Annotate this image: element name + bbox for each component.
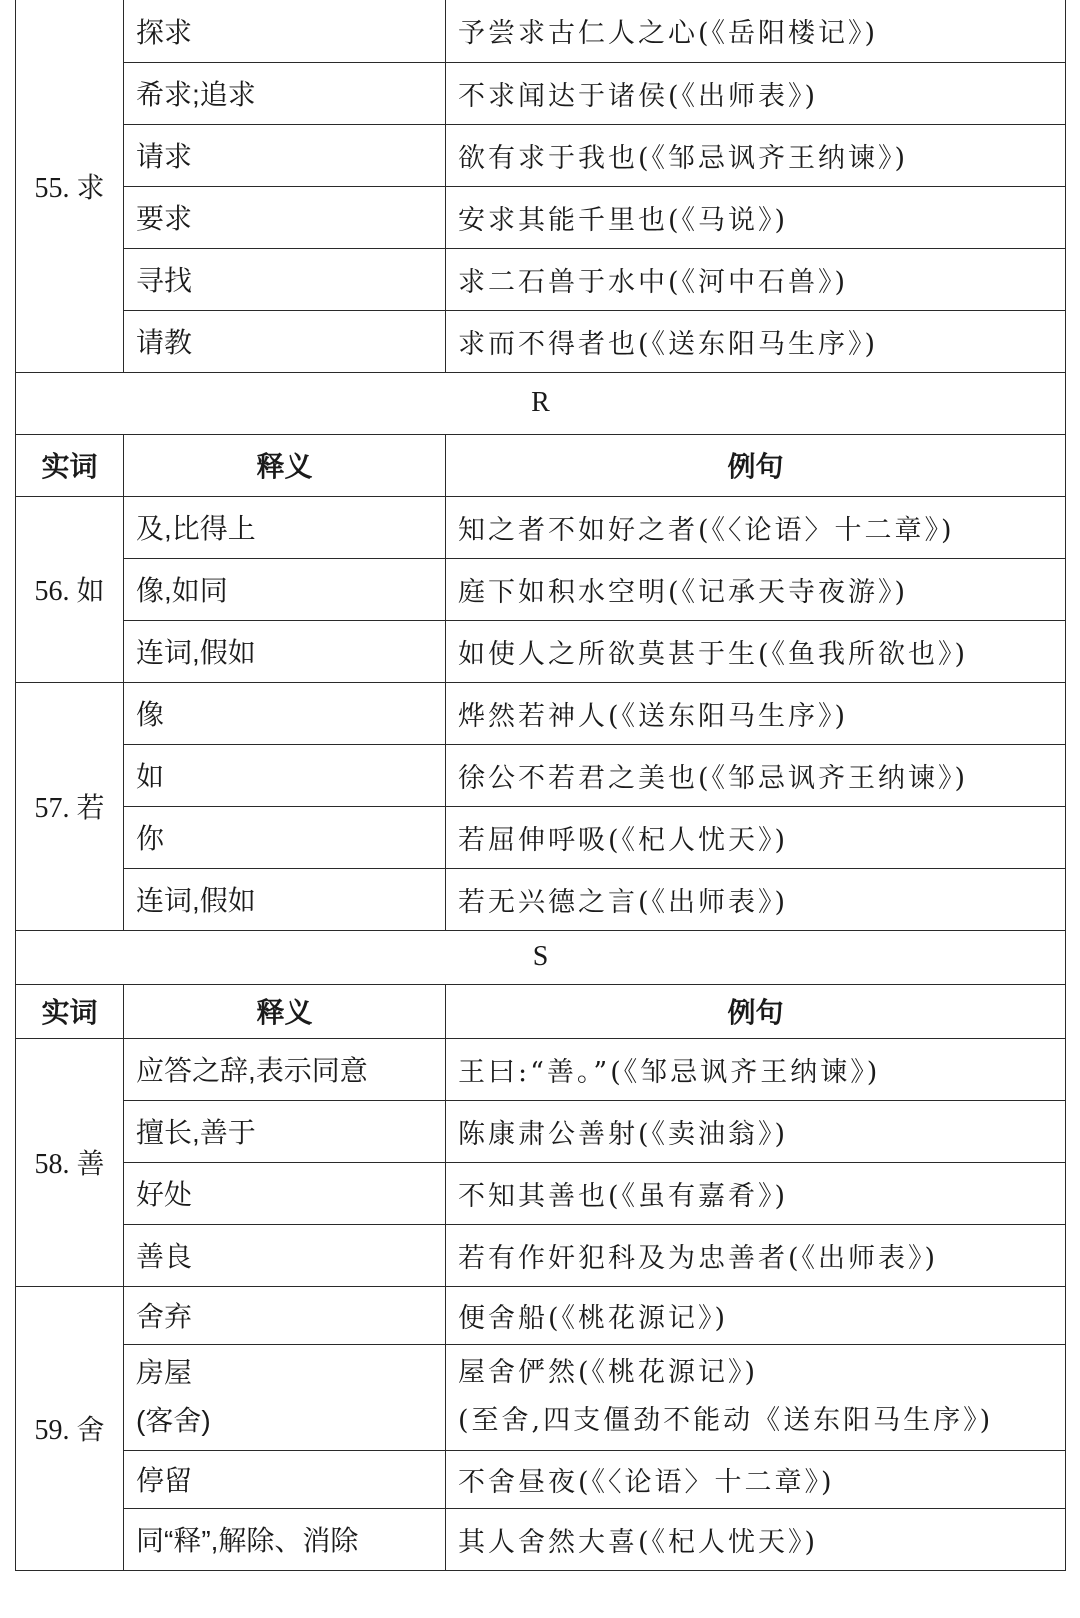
- meaning-cell: 希求;追求: [124, 62, 446, 124]
- example-cell: 陈康肃公善射(《卖油翁》): [446, 1100, 1066, 1162]
- example-cell: 若无兴德之言(《出师表》): [446, 868, 1066, 930]
- table-row: [16, 1344, 1066, 1450]
- example-cell: 徐公不若君之美也(《邹忌讽齐王纳谏》): [446, 744, 1066, 806]
- meaning-cell: 擅长,善于: [124, 1100, 446, 1162]
- section-letter-row: [16, 372, 1066, 434]
- meaning-cell: 请求: [124, 124, 446, 186]
- example-cell: 求二石兽于水中(《河中石兽》): [446, 248, 1066, 310]
- example-cell: 其人舍然大喜(《杞人忧天》): [446, 1508, 1066, 1570]
- example-cell: 若有作奸犯科及为忠善者(《出师表》): [446, 1224, 1066, 1286]
- meaning-cell: 连词,假如: [124, 868, 446, 930]
- table-row: [16, 62, 1066, 124]
- meaning-cell: 寻找: [124, 248, 446, 310]
- example-cell: [446, 1344, 1066, 1450]
- example-cell: 不求闻达于诸侯(《出师表》): [446, 62, 1066, 124]
- table-row: [16, 496, 1066, 558]
- example-cell: 便舍船(《桃花源记》): [446, 1286, 1066, 1344]
- meaning-cell: 像: [124, 682, 446, 744]
- example-cell: 不知其善也(《虽有嘉肴》): [446, 1162, 1066, 1224]
- table-row: [16, 310, 1066, 372]
- vocabulary-table-container: [15, 0, 1065, 1571]
- headword: 58. 善: [16, 1038, 124, 1286]
- section-letter: R: [16, 372, 1066, 434]
- meaning-cell: 停留: [124, 1450, 446, 1508]
- example-cell: 欲有求于我也(《邹忌讽齐王纳谏》): [446, 124, 1066, 186]
- table-row: [16, 806, 1066, 868]
- table-row: [16, 1162, 1066, 1224]
- meaning-cell: 像,如同: [124, 558, 446, 620]
- table-row: [16, 1508, 1066, 1570]
- example-cell: 烨然若神人(《送东阳马生序》): [446, 682, 1066, 744]
- table-row: [16, 1286, 1066, 1344]
- table-header-row: [16, 984, 1066, 1038]
- meaning-cell: 善良: [124, 1224, 446, 1286]
- meaning-cell: 同“释”,解除、消除: [124, 1508, 446, 1570]
- table-header-row: [16, 434, 1066, 496]
- header-meaning: 释义: [124, 984, 446, 1038]
- meaning-cell: 要求: [124, 186, 446, 248]
- example-cell: 庭下如积水空明(《记承天寺夜游》): [446, 558, 1066, 620]
- table-row: [16, 558, 1066, 620]
- table-row: [16, 1100, 1066, 1162]
- meaning-cell: 连词,假如: [124, 620, 446, 682]
- header-example: 例句: [446, 434, 1066, 496]
- header-word: 实词: [16, 434, 124, 496]
- table-row: [16, 1038, 1066, 1100]
- section-letter: S: [16, 930, 1066, 984]
- table-row: [16, 0, 1066, 62]
- headword: 55. 求: [16, 0, 124, 372]
- header-word: 实词: [16, 984, 124, 1038]
- meaning-cell: 好处: [124, 1162, 446, 1224]
- meaning-cell: 请教: [124, 310, 446, 372]
- table-row: [16, 868, 1066, 930]
- example-cell: 如使人之所欲莫甚于生(《鱼我所欲也》): [446, 620, 1066, 682]
- header-meaning: 释义: [124, 434, 446, 496]
- example-cell: 不舍昼夜(《〈论语〉十二章》): [446, 1450, 1066, 1508]
- meaning-cell: 及,比得上: [124, 496, 446, 558]
- example-cell: 王曰:“善。”(《邹忌讽齐王纳谏》): [446, 1038, 1066, 1100]
- header-example: 例句: [446, 984, 1066, 1038]
- table-row: [16, 682, 1066, 744]
- table-row: [16, 186, 1066, 248]
- meaning-cell: 你: [124, 806, 446, 868]
- meaning-line: (客舍): [136, 1405, 211, 1436]
- example-line: (至舍,四支僵劲不能动《送东阳马生序》): [458, 1405, 994, 1436]
- table-row: [16, 124, 1066, 186]
- example-cell: 安求其能千里也(《马说》): [446, 186, 1066, 248]
- example-cell: 予尝求古仁人之心(《岳阳楼记》): [446, 0, 1066, 62]
- table-row: [16, 248, 1066, 310]
- meaning-cell: 舍弃: [124, 1286, 446, 1344]
- example-cell: 知之者不如好之者(《〈论语〉十二章》): [446, 496, 1066, 558]
- meaning-cell: [124, 1344, 446, 1450]
- table-row: [16, 744, 1066, 806]
- meaning-cell: 探求: [124, 0, 446, 62]
- vocabulary-table: [15, 0, 1066, 1571]
- meaning-cell: 应答之辞,表示同意: [124, 1038, 446, 1100]
- table-row: [16, 1224, 1066, 1286]
- example-cell: 求而不得者也(《送东阳马生序》): [446, 310, 1066, 372]
- table-row: [16, 1450, 1066, 1508]
- example-line: 屋舍俨然(《桃花源记》): [458, 1357, 759, 1388]
- headword: 57. 若: [16, 682, 124, 930]
- meaning-cell: 如: [124, 744, 446, 806]
- section-letter-row: [16, 930, 1066, 984]
- headword: 59. 舍: [16, 1286, 124, 1570]
- meaning-line: 房屋: [136, 1357, 193, 1388]
- example-cell: 若屈伸呼吸(《杞人忧天》): [446, 806, 1066, 868]
- headword: 56. 如: [16, 496, 124, 682]
- table-row: [16, 620, 1066, 682]
